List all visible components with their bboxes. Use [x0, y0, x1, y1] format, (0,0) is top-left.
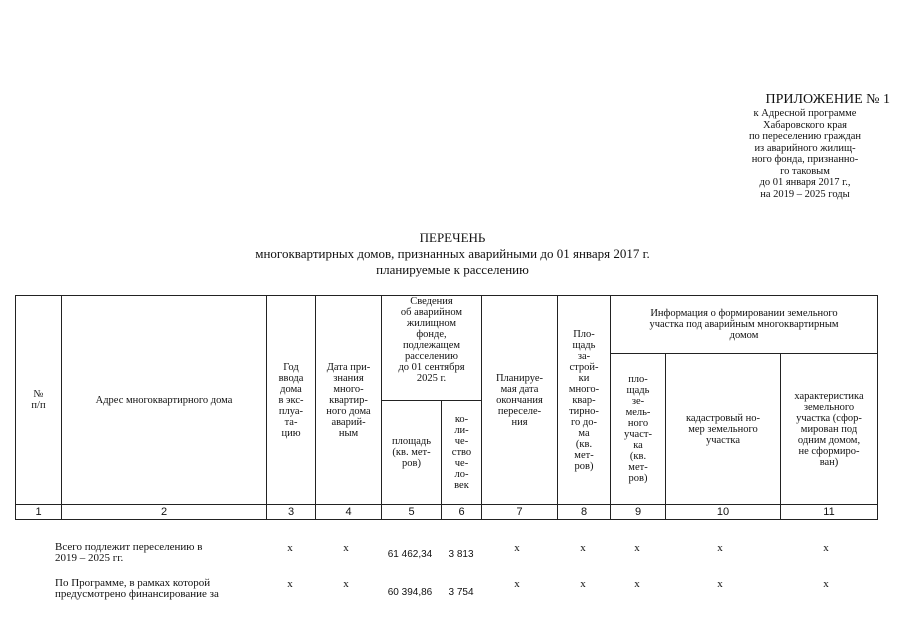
- cell-cadastral: x: [717, 542, 723, 554]
- appendix-line: го таковым: [780, 165, 830, 177]
- appendix-title: [710, 92, 900, 108]
- header-cadastral: кадастровый но- мер земельного участка: [666, 354, 781, 505]
- column-numbers-row: [16, 505, 878, 520]
- cell-built-area: x: [580, 578, 586, 590]
- cell-land-area: x: [634, 542, 640, 554]
- appendix-line: к Адресной программе: [753, 108, 857, 119]
- cell-year: x: [287, 542, 293, 554]
- cell-people: 3 813: [448, 549, 474, 560]
- header-area: площадь (кв. мет- ров): [382, 401, 442, 505]
- cell-area: 60 394,86: [387, 587, 433, 598]
- column-number: 6: [442, 505, 482, 520]
- houses-table: [15, 295, 878, 520]
- column-number: 2: [62, 505, 267, 520]
- cell-planned-date: x: [514, 542, 520, 554]
- document-title: [0, 230, 905, 278]
- appendix-line: ного фонда, признанно-: [751, 154, 859, 165]
- header-year: Год ввода дома в экс- плуа- та- цию: [267, 296, 316, 505]
- header-characteristic: характеристика земельного участка (сфор- мирован под одним домом, не сформиро- ван): [781, 354, 878, 505]
- column-number: 4: [316, 505, 382, 520]
- cell-year: x: [287, 578, 293, 590]
- column-number: 8: [558, 505, 611, 520]
- column-number: 7: [482, 505, 558, 520]
- column-number: 9: [611, 505, 666, 520]
- appendix-block: [710, 92, 900, 200]
- cell-built-area: x: [580, 542, 586, 554]
- cell-characteristic: x: [823, 542, 829, 554]
- cell-people: 3 754: [448, 587, 474, 598]
- cell-land-area: x: [634, 578, 640, 590]
- cell-area: 61 462,34: [387, 549, 433, 560]
- cell-cadastral: x: [717, 578, 723, 590]
- appendix-line: на 2019 – 2025 годы: [760, 188, 850, 200]
- column-number: 5: [382, 505, 442, 520]
- title-heading: ПЕРЕЧЕНЬ: [419, 230, 486, 245]
- header-housing-group: Сведения об аварийном жилищном фонде, подлежащем расселению до 01 сентября 2025 г.: [382, 296, 482, 401]
- header-land-area: пло- щадь зе- мель- ного участ- ка (кв. мет- ров): [611, 354, 666, 505]
- appendix-line: до 01 января 2017 г.,: [759, 177, 851, 188]
- header-built-area: Пло- щадь за- строй- ки много- квар- тирно- го до- ма (кв. мет- ров): [558, 296, 611, 505]
- header-planned-date: Планируе- мая дата окончания переселе- ния: [482, 296, 558, 505]
- column-number: 3: [267, 505, 316, 520]
- appendix-line: Хабаровского края: [763, 119, 847, 131]
- appendix-line: из аварийного жилищ-: [754, 142, 856, 154]
- cell-date: x: [343, 542, 349, 554]
- header-address: Адрес многоквартирного дома: [62, 296, 267, 505]
- cell-planned-date: x: [514, 578, 520, 590]
- column-number: 10: [666, 505, 781, 520]
- title-line-1: многоквартирных домов, признанных аварийными до 01 января 2017 г.: [255, 246, 650, 261]
- header-date: Дата при- знания много- квартир- ного дома аварий- ным: [316, 296, 382, 505]
- header-people: ко- ли- че- ство че- ло- век: [442, 401, 482, 505]
- header-land-group: Информация о формировании земельного участка под аварийным многоквартирным домом: [611, 296, 878, 354]
- cell-characteristic: x: [823, 578, 829, 590]
- column-number: 11: [781, 505, 878, 520]
- cell-date: x: [343, 578, 349, 590]
- title-line-2: планируемые к расселению: [376, 262, 529, 277]
- row-label: По Программе, в рамках которой предусмотрено финансирование за: [55, 577, 219, 600]
- column-number: 1: [16, 505, 62, 520]
- header-num: № п/п: [16, 296, 62, 505]
- row-label: Всего подлежит переселению в 2019 – 2025 гг.: [55, 541, 203, 564]
- appendix-line: по переселению граждан: [748, 131, 862, 142]
- appendix-title-text: ПРИЛОЖЕНИЕ № 1: [765, 92, 890, 107]
